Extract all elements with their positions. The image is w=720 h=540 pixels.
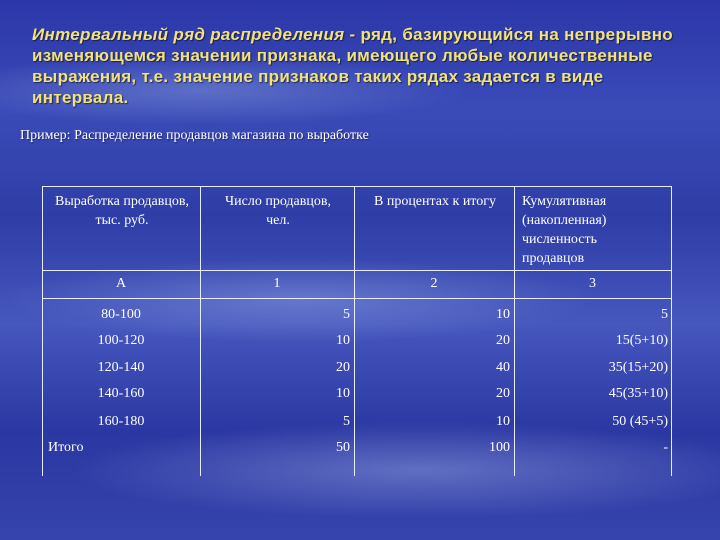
distribution-table (42, 186, 672, 476)
row-cumulative: 50 (45+5) (612, 414, 668, 429)
row-percent: 20 (496, 333, 510, 348)
row-percent: 40 (496, 360, 510, 375)
total-percent: 100 (489, 440, 510, 455)
row-cumulative: 45(35+10) (608, 386, 668, 401)
row-interval: 120-140 (97, 360, 145, 375)
row-interval: 140-160 (97, 386, 145, 401)
row-cumulative: 5 (661, 307, 668, 322)
code-1: 1 (273, 276, 281, 291)
code-2: 2 (430, 276, 438, 291)
row-percent: 10 (496, 414, 510, 429)
row-count: 20 (336, 360, 350, 375)
codes-divider (42, 298, 672, 299)
table-border-top (42, 186, 672, 187)
row-count: 5 (343, 307, 350, 322)
code-3: 3 (589, 276, 596, 291)
heading-definition: - ряд, базирующийся на непрерывно изменяющемся значении признака, имеющего любые количественные выражения, т.е. значение признаков таких рядах задается в виде интервала. (32, 25, 673, 107)
table-border-right (671, 186, 672, 476)
header-divider (42, 270, 672, 271)
example-caption: Пример: Распределение продавцов магазина по выработке (20, 128, 369, 143)
total-cumulative: - (663, 440, 668, 455)
code-a: А (115, 276, 127, 291)
row-percent: 10 (496, 307, 510, 322)
row-count: 10 (336, 386, 350, 401)
row-percent: 20 (496, 386, 510, 401)
slide-heading (32, 24, 692, 108)
row-count: 10 (336, 333, 350, 348)
header-cumulative: Кумулятивная (накопленная) численность продавцов (522, 194, 607, 266)
header-output: Выработка продавцов, тыс. руб. (55, 194, 189, 228)
row-count: 5 (343, 414, 350, 429)
row-interval: 80-100 (101, 307, 141, 322)
row-interval: 100-120 (97, 333, 145, 348)
row-cumulative: 35(15+20) (608, 360, 668, 375)
heading-term: Интервальный ряд распределения (32, 25, 345, 44)
header-percent: В процентах к итогу (373, 194, 496, 209)
total-count: 50 (336, 440, 350, 455)
row-cumulative: 15(5+10) (615, 333, 668, 348)
total-label: Итого (48, 440, 84, 455)
header-sellers-count: Число продавцов, чел. (225, 194, 331, 228)
row-interval: 160-180 (97, 414, 145, 429)
